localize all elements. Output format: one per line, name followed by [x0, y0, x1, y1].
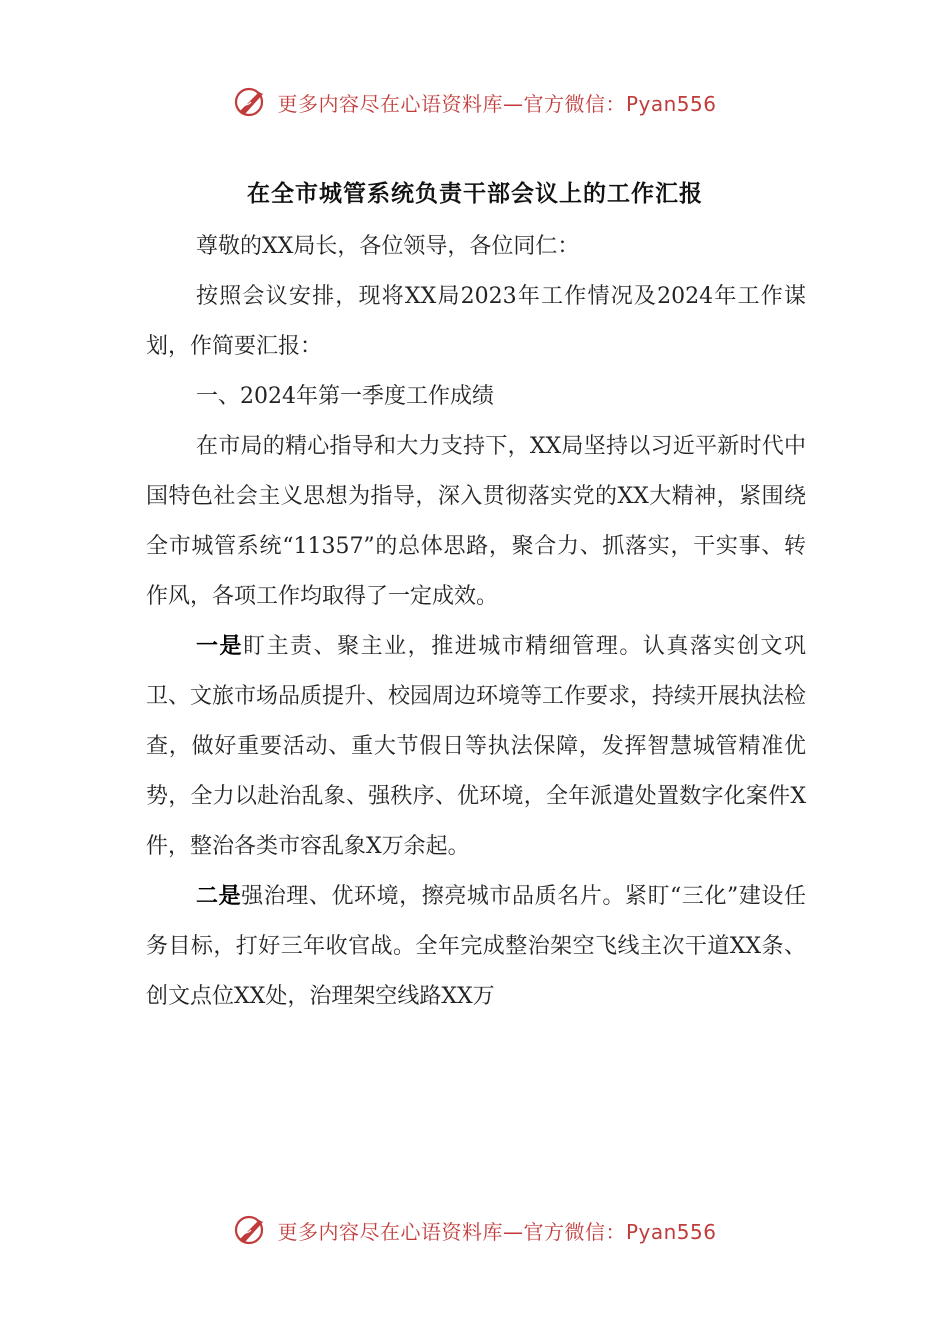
document-body	[146, 222, 806, 1022]
point-one-paragraph	[146, 622, 806, 872]
body-paragraph: 在市局的精心指导和大力支持下，XX局坚持以习近平新时代中国特色社会主义思想为指导，深入贯彻落实党的XX大精神，紧围绕全市城管系统“11357”的总体思路，聚合力、抓落实，干实事、转作风，各项工作均取得了一定成效。	[146, 434, 806, 609]
footer-watermark-banner	[0, 1210, 950, 1250]
section-heading: 一、2024年第一季度工作成绩	[196, 384, 494, 409]
point-two-text: 强治理、优环境，擦亮城市品质名片。紧盯“三化”建设任务目标，打好三年收官战。全年完成整治架空飞线主次干道XX条、创文点位XX处，治理架空线路XX万	[146, 884, 806, 1009]
banner-text: 更多内容尽在心语资料库—官方微信：Pyan556	[277, 1219, 717, 1244]
salutation: 尊敬的XX局长，各位领导，各位同仁：	[196, 234, 580, 259]
intro-paragraph: 按照会议安排，现将XX局2023年工作情况及2024年工作谋划，作简要汇报：	[146, 284, 806, 359]
pen-circle-logo-icon	[233, 1212, 269, 1248]
banner-text: 更多内容尽在心语资料库—官方微信：Pyan556	[277, 91, 717, 116]
point-two-paragraph	[146, 872, 806, 1022]
point-two-lead: 二是	[196, 884, 242, 909]
header-watermark-banner	[0, 82, 950, 122]
point-one-text: 盯主责、聚主业，推进城市精细管理。认真落实创文巩卫、文旅市场品质提升、校园周边环境等工作要求，持续开展执法检查，做好重要活动、重大节假日等执法保障，发挥智慧城管精准优势，全力以赴治乱象、强秩序、优环境，全年派遣处置数字化案件X件，整治各类市容乱象X万余起。	[146, 634, 807, 859]
document-title: 在全市城管系统负责干部会议上的工作汇报	[247, 181, 703, 207]
point-one-lead: 一是	[196, 634, 244, 659]
pen-circle-logo-icon	[233, 84, 269, 120]
